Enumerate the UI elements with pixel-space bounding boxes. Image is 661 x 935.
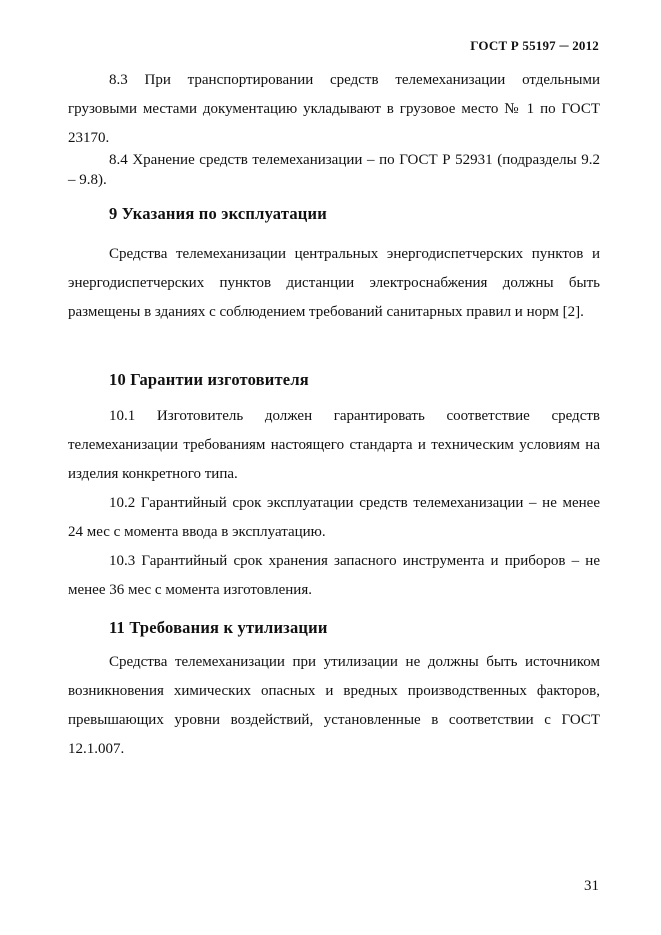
- paragraph-8-3: 8.3 При транспортировании средств телемеханизации отдельными грузовыми местами документацию укладывают в грузовое место № 1 по ГОСТ 23170.: [68, 72, 600, 146]
- standard-code-header: ГОСТ Р 55197 ─ 2012: [470, 38, 599, 53]
- section-10-body: [68, 402, 600, 605]
- section-11-body: [68, 648, 600, 764]
- paragraph-10-1: 10.1 Изготовитель должен гарантировать соответствие средств телемеханизации требованиям настоящего стандарта и техническим условиям на изделия конкретного типа.: [68, 408, 600, 482]
- section-8-continued: [68, 66, 600, 153]
- heading-section-10: 10 Гарантии изготовителя: [109, 370, 309, 389]
- section-10: [68, 370, 600, 390]
- section-9: [68, 204, 600, 224]
- paragraph-9: Средства телемеханизации центральных энергодиспетчерских пунктов и энергодиспетчерских пунктов дистанции электроснабжения должны быть размещены в зданиях с соблюдением требований санитарных правил и норм [2].: [68, 246, 600, 320]
- section-8-4: [68, 150, 600, 190]
- paragraph-10-2: 10.2 Гарантийный срок эксплуатации средств телемеханизации – не менее 24 мес с момента ввода в эксплуатацию.: [68, 495, 600, 540]
- section-9-body: [68, 240, 600, 327]
- heading-section-11: 11 Требования к утилизации: [109, 618, 328, 637]
- paragraph-11: Средства телемеханизации при утилизации не должны быть источником возникновения химических опасных и вредных производственных факторов, превышающих уровни воздействий, установленные в соответствии с ГОСТ 12.1.007.: [68, 654, 600, 757]
- page-number: 31: [584, 878, 599, 894]
- paragraph-8-4: 8.4 Хранение средств телемеханизации – по ГОСТ Р 52931 (подразделы 9.2 – 9.8).: [68, 152, 600, 188]
- heading-section-9: 9 Указания по эксплуатации: [109, 204, 327, 223]
- section-11: [68, 618, 600, 638]
- paragraph-10-3: 10.3 Гарантийный срок хранения запасного инструмента и приборов – не менее 36 мес с момента изготовления.: [68, 553, 600, 598]
